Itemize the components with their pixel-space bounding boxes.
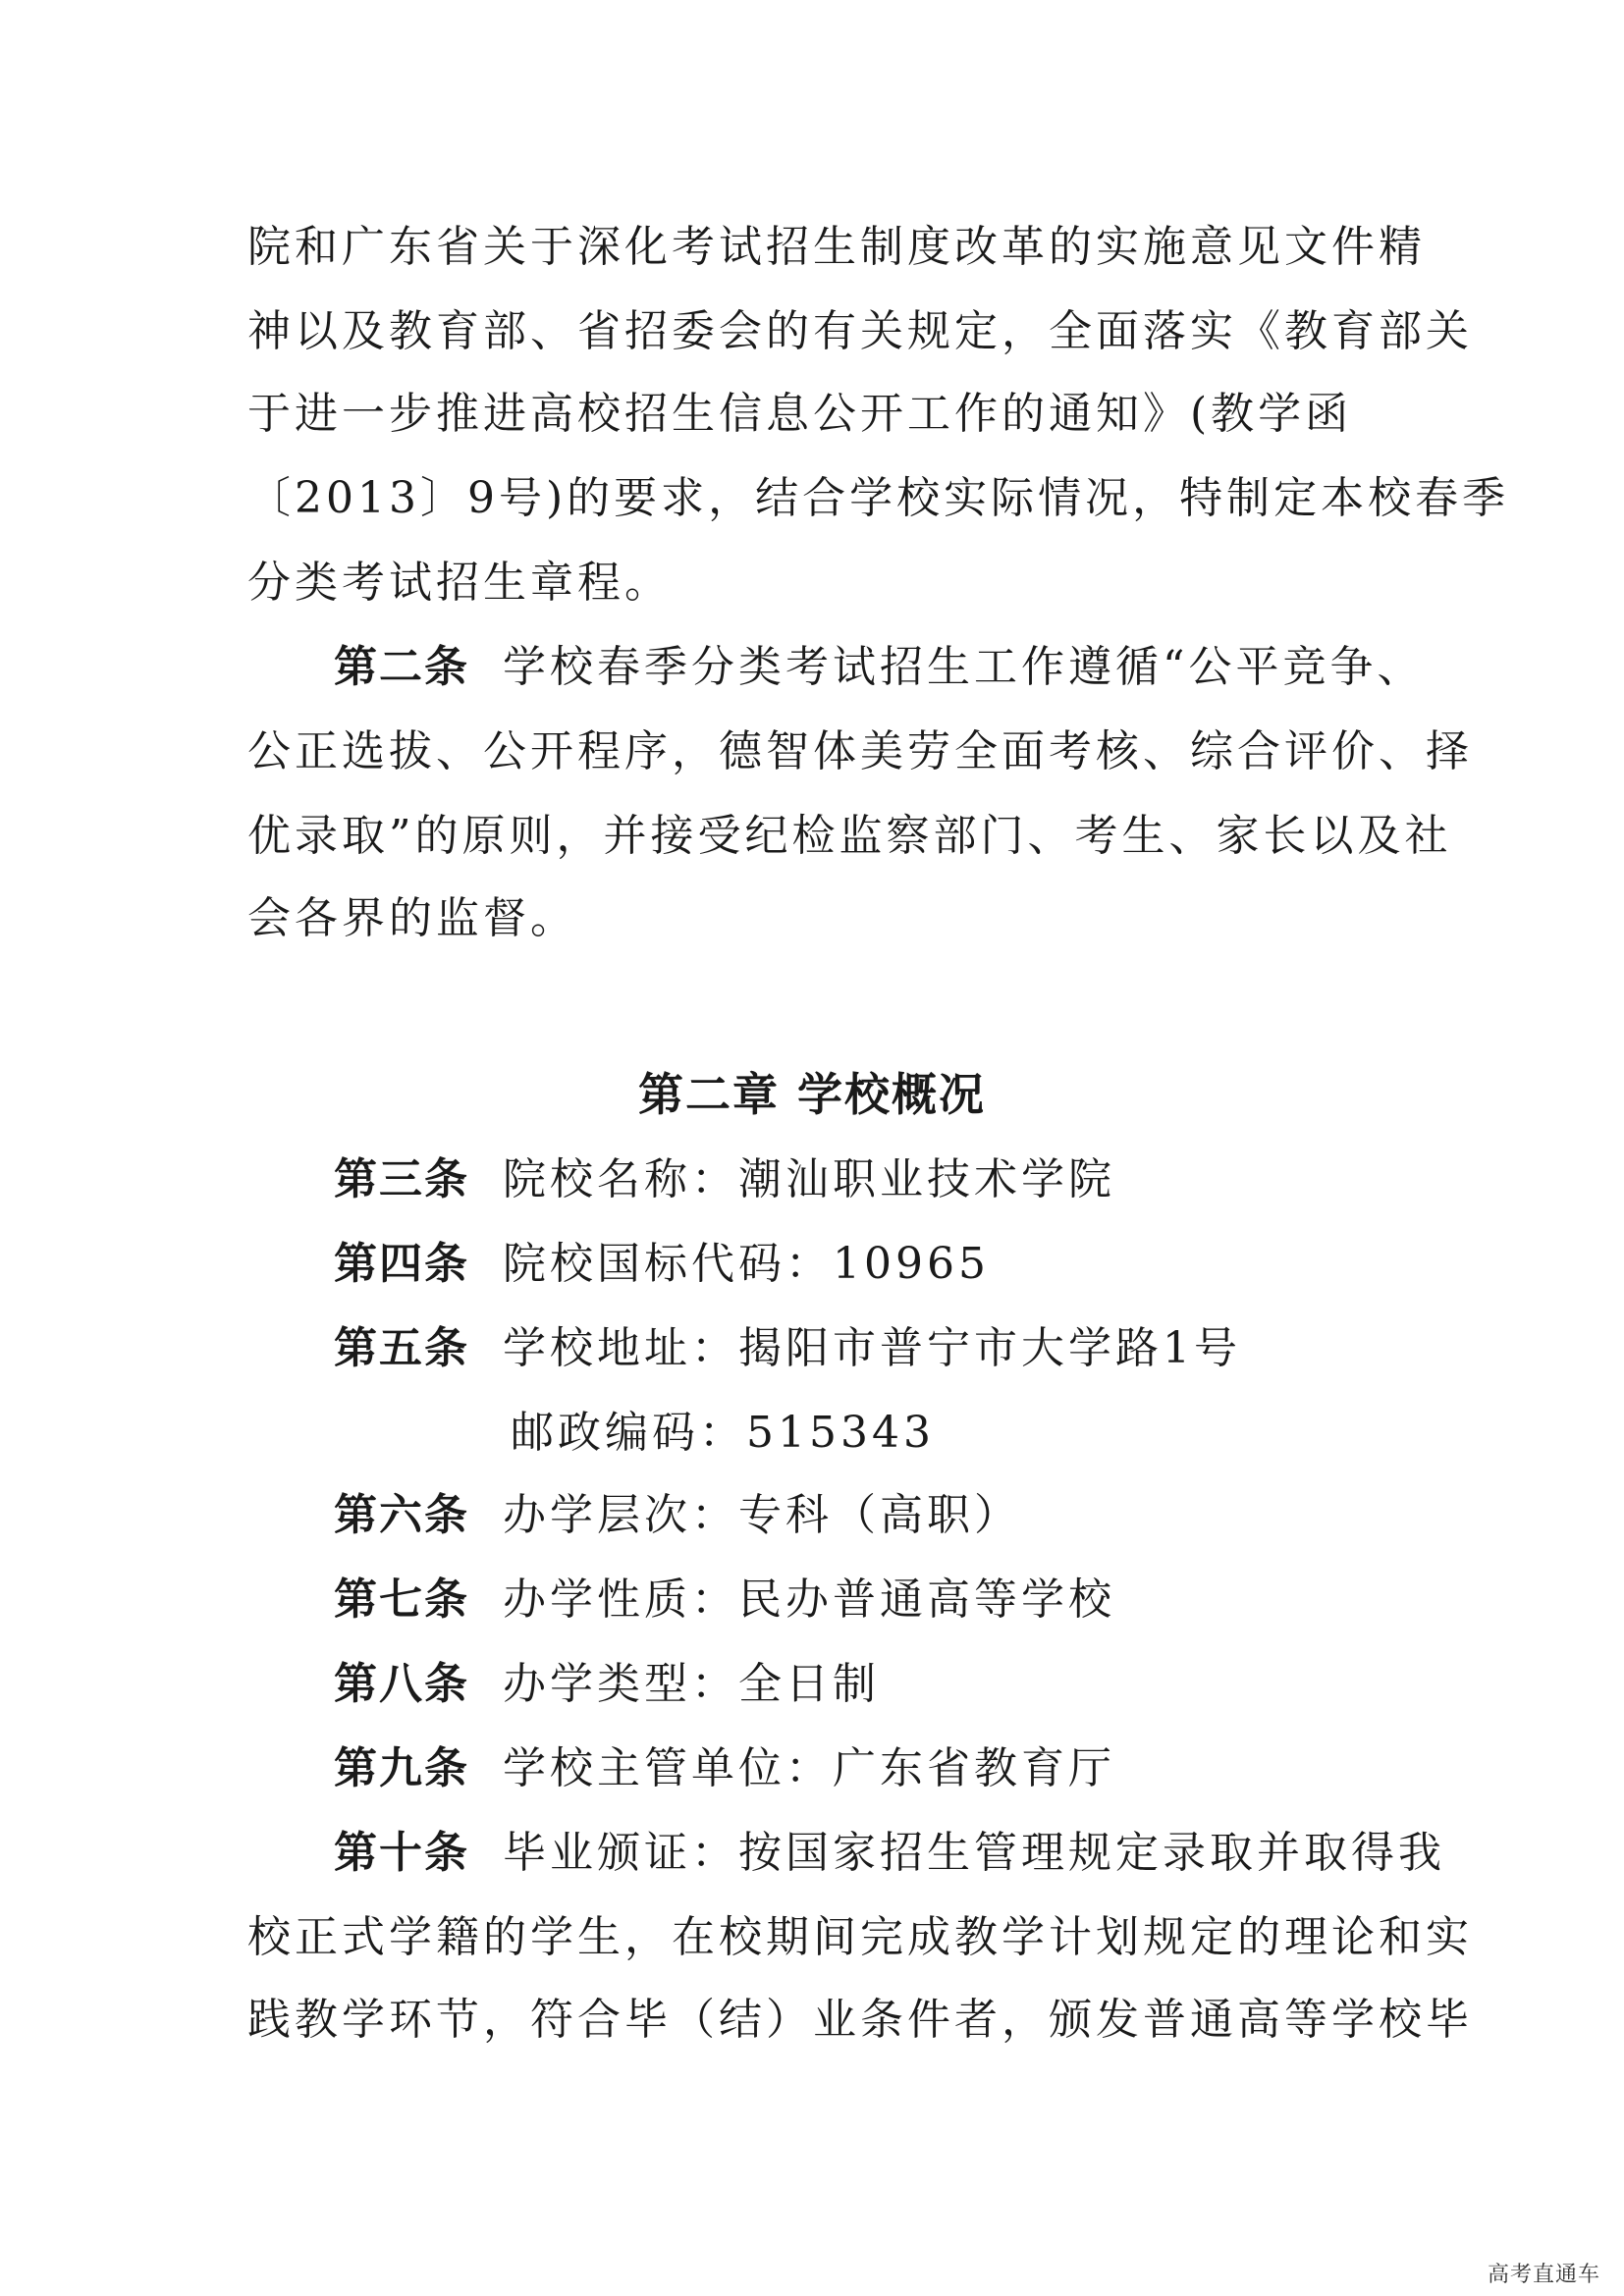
article-4-text: 院校国标代码：10965 <box>503 1239 990 1289</box>
article-2-text: 学校春季分类考试招生工作遵循“公平竞争、 <box>503 642 1425 692</box>
article-8 <box>334 1655 1473 1714</box>
article-3-heading: 第三条 <box>334 1154 469 1204</box>
article-3 <box>334 1150 1473 1209</box>
chapter-heading: 第二章 学校概况 <box>637 1068 986 1121</box>
article-7-text: 办学性质：民办普通高等学校 <box>503 1575 1115 1625</box>
intro-line-1: 院和广东省关于深化考试招生制度改革的实施意见文件精 <box>247 222 1426 272</box>
article-2-first-line <box>334 638 1473 697</box>
article-10-line-3: 践教学环节，符合毕（结）业条件者，颁发普通高等学校毕 <box>247 1995 1473 2045</box>
article-7-heading: 第七条 <box>334 1575 469 1625</box>
watermark: 高考直通车 <box>1487 2263 1600 2287</box>
article-10-heading: 第十条 <box>334 1828 469 1878</box>
article-10-text: 毕业颁证：按国家招生管理规定录取并取得我 <box>503 1828 1445 1878</box>
intro-line-4: 〔2013〕9号)的要求，结合学校实际情况，特制定本校春季 <box>247 473 1510 523</box>
article-2-line-4: 会各界的监督。 <box>247 893 577 943</box>
article-10 <box>334 1824 1473 1883</box>
article-2-heading: 第二条 <box>334 642 469 692</box>
article-4 <box>334 1235 1473 1294</box>
article-5-heading: 第五条 <box>334 1323 469 1373</box>
article-6 <box>334 1486 1473 1545</box>
article-9-text: 学校主管单位：广东省教育厅 <box>503 1743 1115 1793</box>
article-5-text: 学校地址：揭阳市普宁市大学路1号 <box>503 1323 1241 1373</box>
postal-code-line: 邮政编码：515343 <box>511 1408 935 1458</box>
article-3-text: 院校名称：潮汕职业技术学院 <box>503 1154 1115 1204</box>
intro-line-2: 神以及教育部、省招委会的有关规定，全面落实《教育部关 <box>247 306 1473 356</box>
article-2-line-3: 优录取”的原则，并接受纪检监察部门、考生、家长以及社 <box>247 811 1452 861</box>
article-6-text: 办学层次：专科（高职） <box>503 1490 1021 1540</box>
article-4-heading: 第四条 <box>334 1239 469 1289</box>
article-5 <box>334 1319 1473 1378</box>
article-7 <box>334 1571 1473 1629</box>
article-8-heading: 第八条 <box>334 1659 469 1709</box>
intro-line-3: 于进一步推进高校招生信息公开工作的通知》(教学函 <box>247 389 1353 439</box>
article-6-heading: 第六条 <box>334 1490 469 1540</box>
article-8-text: 办学类型：全日制 <box>503 1659 880 1709</box>
article-9 <box>334 1739 1473 1798</box>
intro-line-5: 分类考试招生章程。 <box>247 558 672 608</box>
article-10-line-2: 校正式学籍的学生，在校期间完成教学计划规定的理论和实 <box>247 1912 1473 1962</box>
article-2-line-2: 公正选拔、公开程序，德智体美劳全面考核、综合评价、择 <box>247 726 1473 776</box>
article-9-heading: 第九条 <box>334 1743 469 1793</box>
